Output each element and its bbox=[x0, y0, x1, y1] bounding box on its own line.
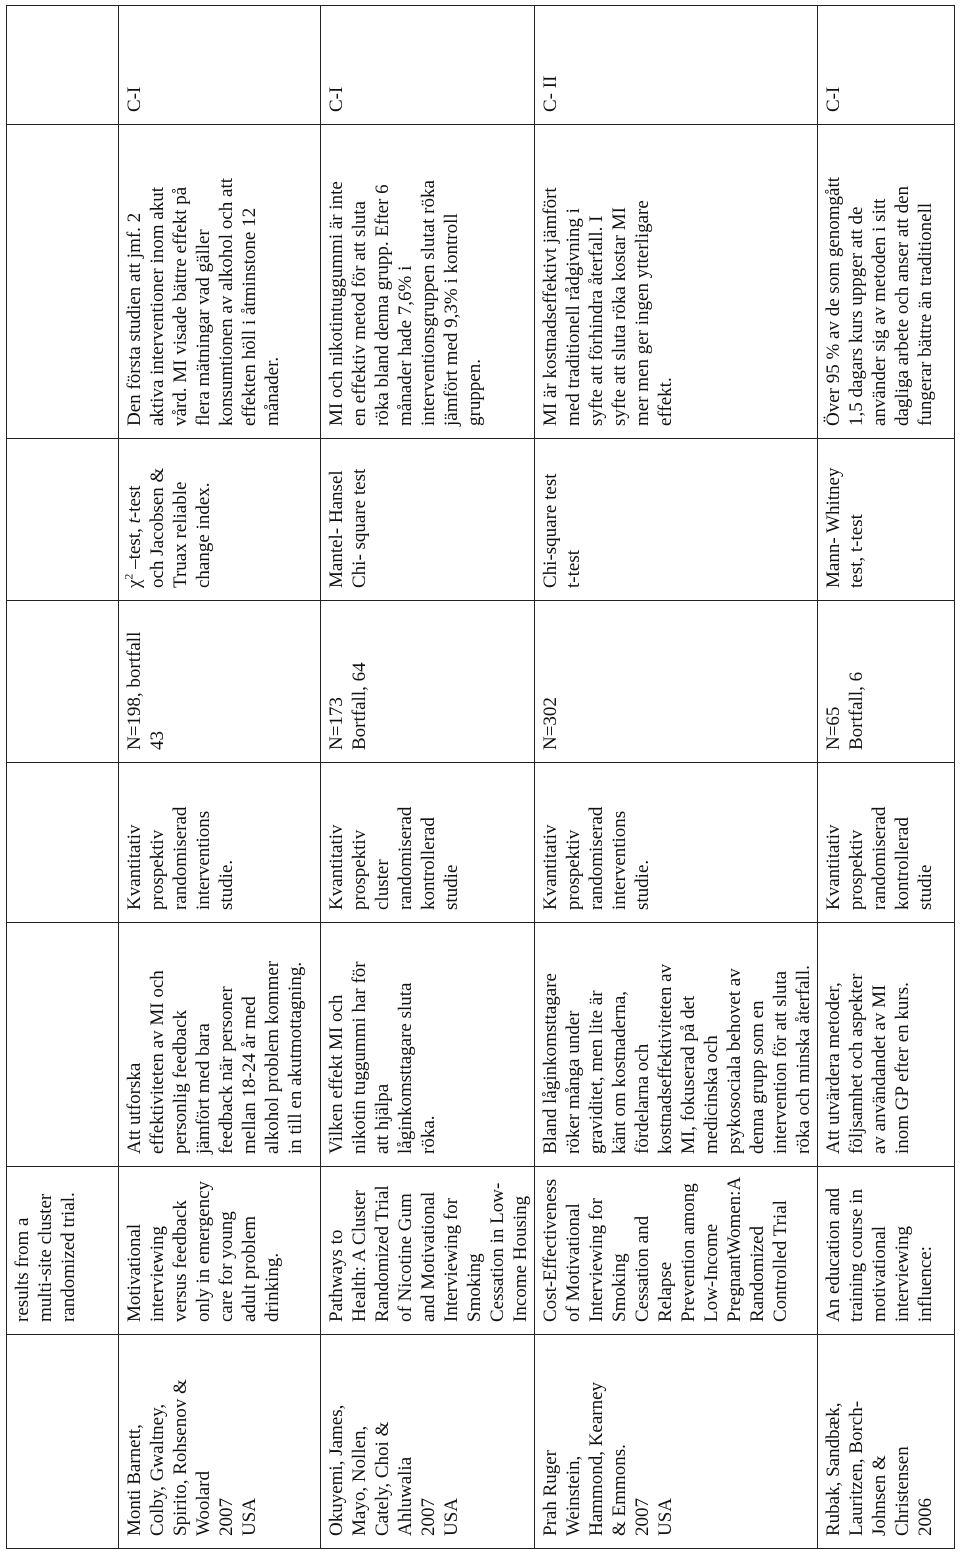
chi-square-symbol: $\chi^2$ bbox=[121, 573, 145, 588]
sample-cell: N=65 Bortfall, 6 bbox=[818, 601, 955, 763]
analysis-cell bbox=[7, 439, 119, 601]
author-cell bbox=[7, 1335, 119, 1549]
analysis-cell: Mantel- Hansel Chi- square test bbox=[321, 439, 535, 601]
level-cell: C-I bbox=[321, 6, 535, 125]
result-cell: Över 95 % av de som genomgått 1,5 dagars kurs uppger att de använder sig av metoden i sitt dagliga arbete och anser att den fungerar bättre än traditionell bbox=[818, 125, 955, 439]
sample-cell bbox=[7, 601, 119, 763]
analysis-cell: Mann- Whitney test, t-test bbox=[818, 439, 955, 601]
design-cell: Kvantitativ prospektiv randomiserad interventions studie. bbox=[535, 763, 818, 923]
design-cell bbox=[7, 763, 119, 923]
aim-cell: Bland låginkomsttagare röker många under graviditet, men lite är känt om kostnaderna, fördelarna och kostnadseffektiviteten av MI, fokuserad på det medicinska och psykosociala behovet av denna grupp som en intervention för att sluta röka och minska återfall. bbox=[535, 923, 818, 1167]
title-cell: Motivational interviewing versus feedback only in emergency care for young adult problem drinking. bbox=[119, 1167, 321, 1335]
author-cell: Monti Barnett, Colby, Gwaltney, Spirito, Rohsenov & Woolard 2007 USA bbox=[119, 1335, 321, 1549]
result-cell bbox=[7, 125, 119, 439]
table-row bbox=[7, 6, 119, 1549]
design-cell: Kvantitativ prospektiv randomiserad interventions studie. bbox=[119, 763, 321, 923]
author-cell: Okuyemi, James, Mayo, Nollen, Cately, Choi & Ahluwalia 2007 USA bbox=[321, 1335, 535, 1549]
table-row bbox=[119, 6, 321, 1549]
title-cell: Pathways to Health: A Cluster Randomized Trial of Nicotine Gum and Motivational Interviewing for Smoking Cessation in Low- Income Housing bbox=[321, 1167, 535, 1335]
aim-cell: Att utforska effektiviteten av MI och personlig feedback jämfört med bara feedback när personer mellan 18-24 år med alkohol problem kommer in till en akutmottagning. bbox=[119, 923, 321, 1167]
design-cell: Kvantitativ prospektiv randomiserad kontrollerad studie bbox=[818, 763, 955, 923]
literature-review-table bbox=[6, 5, 955, 1549]
aim-cell: Vilken effekt MI och nikotin tuggummi har för att hjälpa låginkomsttagare sluta röka. bbox=[321, 923, 535, 1167]
analysis-cell: $\chi^2$ –test, t-test och Jacobsen & Truax reliable change index. bbox=[119, 439, 321, 601]
table-row bbox=[535, 6, 818, 1549]
sample-cell: N=302 bbox=[535, 601, 818, 763]
level-cell: C-I bbox=[119, 6, 321, 125]
title-cell: results from a multi-site cluster randomized trial. bbox=[7, 1167, 119, 1335]
title-cell: An education and training course in motivational interviewing influence: bbox=[818, 1167, 955, 1335]
sample-cell: N=198, bortfall 43 bbox=[119, 601, 321, 763]
result-cell: MI och nikotintuggummi är inte en effektiv metod för att sluta röka bland denna grupp. Efter 6 månader hade 7,6% i interventionsgruppen slutat röka jämfört med 9,3% i kontroll gruppen. bbox=[321, 125, 535, 439]
sample-cell: N=173 Bortfall, 64 bbox=[321, 601, 535, 763]
title-cell: Cost-Effectiveness of Motivational Interviewing for Smoking Cessation and Relapse Prevention among Low-Income PregnantWomen:A Randomized Controlled Trial bbox=[535, 1167, 818, 1335]
table-row bbox=[818, 6, 955, 1549]
author-cell: Prah Ruger Weinstein, Hammond, Kearney & Emmons. 2007 USA bbox=[535, 1335, 818, 1549]
analysis-cell: Chi-square test t-test bbox=[535, 439, 818, 601]
table-row bbox=[321, 6, 535, 1549]
level-cell: C-I bbox=[818, 6, 955, 125]
aim-cell bbox=[7, 923, 119, 1167]
level-cell bbox=[7, 6, 119, 125]
result-cell: MI är kostnadseffektivt jämfört med traditionell rådgivning i syfte att förhindra återfall. I syfte att sluta röka kostar MI mer men ger ingen ytterligare effekt. bbox=[535, 125, 818, 439]
aim-cell: Att utvärdera metoder, följsamhet och aspekter av användandet av MI inom GP efter en kurs. bbox=[818, 923, 955, 1167]
design-cell: Kvantitativ prospektiv cluster randomiserad kontrollerad studie bbox=[321, 763, 535, 923]
author-cell: Rubak, Sandbæk, Lauritzen, Borch- Johnsen & Christensen 2006 bbox=[818, 1335, 955, 1549]
result-cell: Den första studien att jmf. 2 aktiva interventioner inom akut vård. MI visade bättre effekt på flera mätningar vad gäller konsumtionen av alkohol och att effekten höll i åtminstone 12 månader. bbox=[119, 125, 321, 439]
level-cell: C- II bbox=[535, 6, 818, 125]
